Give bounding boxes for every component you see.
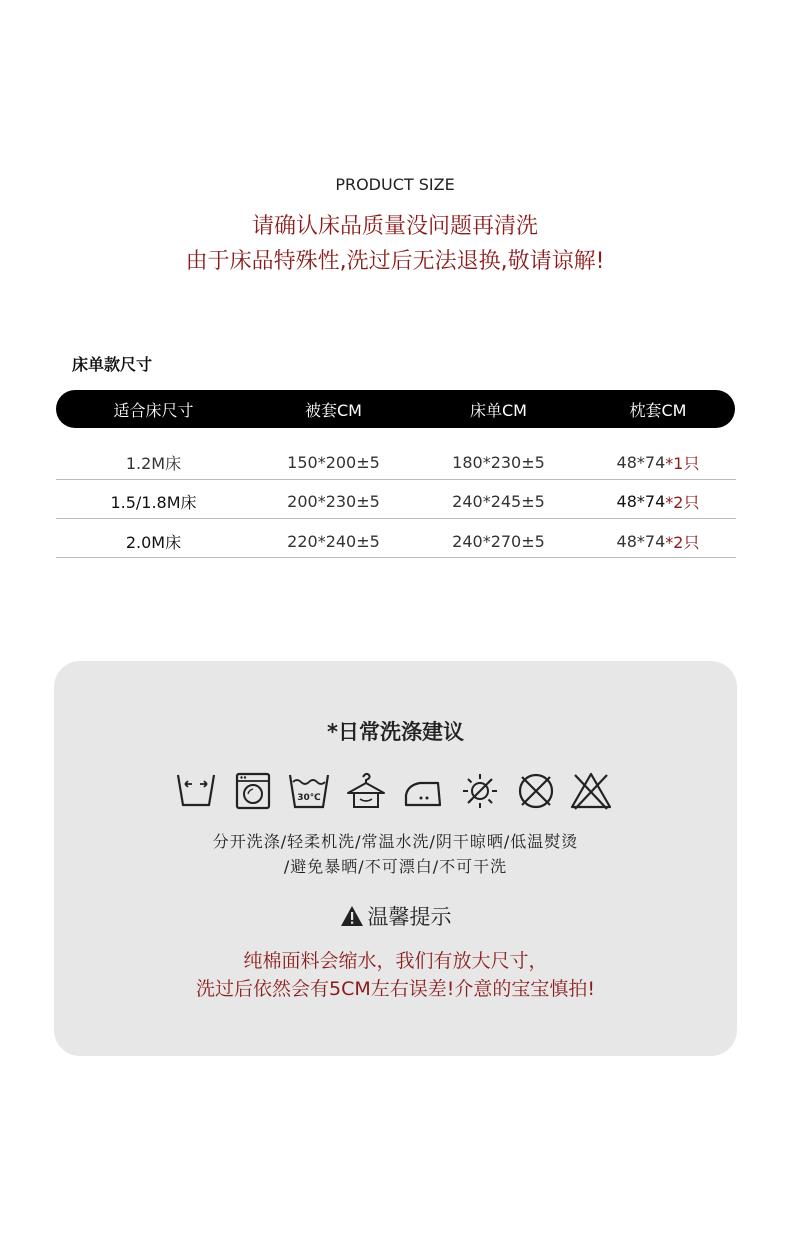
- care-panel: [54, 661, 737, 1056]
- sheet-size-cell: 180*230±5: [452, 452, 545, 472]
- pillow-quantity: *2只: [665, 532, 700, 552]
- bed-size-cell: 1.2M床: [125, 453, 182, 473]
- size-table-title: 床单款尺寸: [72, 355, 153, 374]
- pillow-size-cell: [581, 443, 735, 481]
- column-header-bed: 适合床尺寸: [113, 400, 194, 420]
- quilt-size-cell: 220*240±5: [287, 531, 380, 551]
- pillow-size: 48*74: [616, 491, 666, 511]
- table-row: [56, 482, 735, 520]
- tip-title: 温馨提示: [367, 905, 452, 929]
- column-header-quilt: 被套CM: [305, 400, 362, 420]
- pillow-size: 48*74: [616, 531, 666, 551]
- product-size-heading: PRODUCT SIZE: [335, 175, 455, 194]
- separate-wash-icon: [174, 769, 218, 813]
- sheet-size-cell: 240*245±5: [452, 491, 545, 511]
- pillow-size-cell: [581, 482, 735, 520]
- no-sun-icon: [458, 769, 502, 813]
- notice-line-1: 请确认床品质量没问题再清洗: [251, 214, 538, 239]
- sheet-size-cell: 240*270±5: [452, 531, 545, 551]
- column-header-pillow: 枕套CM: [629, 400, 687, 420]
- pillow-size: 48*74: [616, 452, 666, 472]
- low-iron-icon: [402, 769, 446, 813]
- row-divider: [56, 518, 736, 519]
- row-divider: [56, 479, 736, 480]
- row-divider: [56, 557, 736, 558]
- wash-30c-icon: [287, 769, 331, 813]
- hang-dry-icon: [344, 769, 388, 813]
- tip-heading: [54, 901, 737, 931]
- notice-line-2: 由于床品特殊性,洗过后无法退换,敬请谅解!: [185, 249, 605, 274]
- table-row: [56, 522, 735, 560]
- no-dry-clean-icon: [569, 769, 613, 813]
- tip-line-1: 纯棉面料会缩水，我们有放大尺寸，: [243, 950, 548, 972]
- size-table-header: [56, 390, 735, 428]
- care-title: *日常洗涤建议: [327, 720, 464, 744]
- column-header-sheet: 床单CM: [470, 400, 527, 420]
- no-bleach-icon: [514, 769, 558, 813]
- bed-size-cell: 2.0M床: [125, 532, 182, 552]
- care-instructions-line-2: /避免暴晒/不可漂白/不可干洗: [283, 857, 508, 876]
- tip-line-2: 洗过后依然会有5CM左右误差!介意的宝宝慎拍!: [196, 978, 595, 1000]
- pillow-quantity: *2只: [665, 492, 700, 512]
- pillow-quantity: *1只: [665, 453, 700, 473]
- quilt-size-cell: 150*200±5: [287, 452, 380, 472]
- warning-icon: [340, 905, 364, 927]
- care-instructions-line-1: 分开洗涤/轻柔机洗/常温水洗/阴干晾晒/低温熨烫: [212, 832, 579, 851]
- wash-temperature-label: 30℃: [297, 793, 321, 803]
- pillow-size-cell: [581, 522, 735, 560]
- quilt-size-cell: 200*230±5: [287, 491, 380, 511]
- table-row: [56, 443, 735, 481]
- care-icons: [174, 769, 624, 815]
- machine-wash-icon: [231, 769, 275, 813]
- bed-size-cell: 1.5/1.8M床: [110, 492, 197, 512]
